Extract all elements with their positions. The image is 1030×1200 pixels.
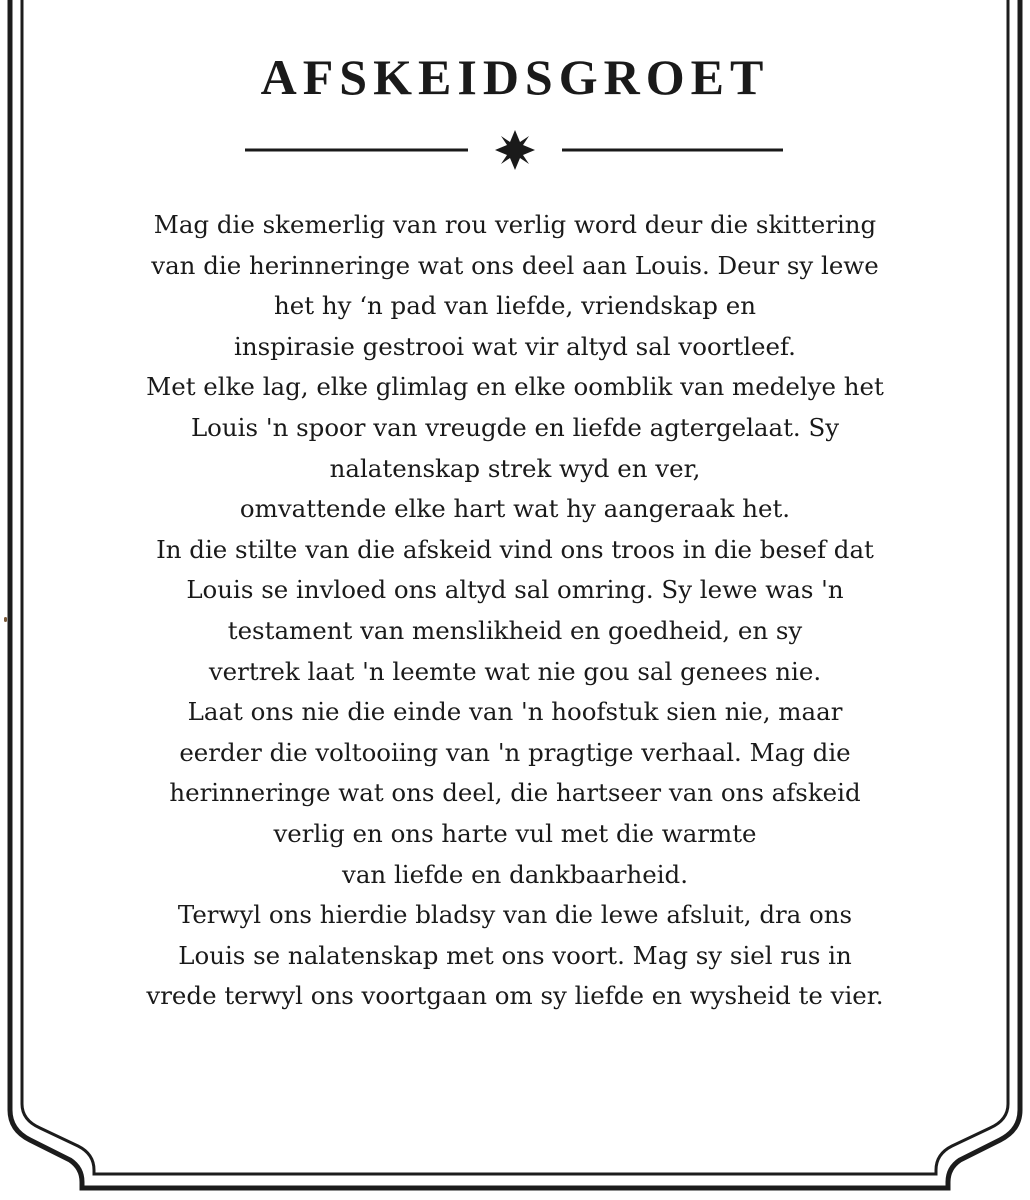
scan-speck [4,617,7,622]
message-line: Laat ons nie die einde van 'n hoofstuk sien nie, maar [187,697,843,727]
message-line: vertrek laat 'n leemte wat nie gou sal genees nie. [208,656,822,686]
eight-point-star-icon [495,130,535,170]
message-line: herinneringe wat ons deel, die hartseer van ons afskeid [169,778,861,808]
farewell-message [40,205,990,1017]
message-line: Mag die skemerlig van rou verlig word deur die skittering [153,210,877,239]
message-line: Louis se nalatenskap met ons voort. Mag sy siel rus in [178,940,852,970]
message-line: testament van menslikheid en goedheid, en sy [227,615,803,645]
message-line: Met elke lag, elke glimlag en elke oomblik van medelye het [146,372,884,402]
message-line: In die stilte van die afskeid vind ons troos in die besef dat [156,534,874,564]
message-line: Louis se invloed ons altyd sal omring. Sy lewe was 'n [186,575,844,605]
title-divider [0,130,1030,170]
message-line: vrede terwyl ons voortgaan om sy liefde en wysheid te vier. [146,981,884,1011]
message-line: eerder die voltooiing van 'n pragtige verhaal. Mag die [179,737,851,767]
message-line: van die herinneringe wat ons deel aan Louis. Deur sy lewe [151,250,879,280]
message-line: Louis 'n spoor van vreugde en liefde agtergelaat. Sy [190,412,840,442]
message-line: verlig en ons harte vul met die warmte [273,818,757,848]
message-line: Terwyl ons hierdie bladsy van die lewe afsluit, dra ons [177,900,853,930]
message-line: omvattende elke hart wat hy aangeraak het. [239,494,791,524]
message-line: inspirasie gestrooi wat vir altyd sal voortleef. [234,331,796,361]
message-line: het hy ‘n pad van liefde, vriendskap en [274,291,756,321]
page-title: AFSKEIDSGROET [260,49,770,105]
message-line: van liefde en dankbaarheid. [342,859,688,889]
message-line: nalatenskap strek wyd en ver, [329,453,701,483]
